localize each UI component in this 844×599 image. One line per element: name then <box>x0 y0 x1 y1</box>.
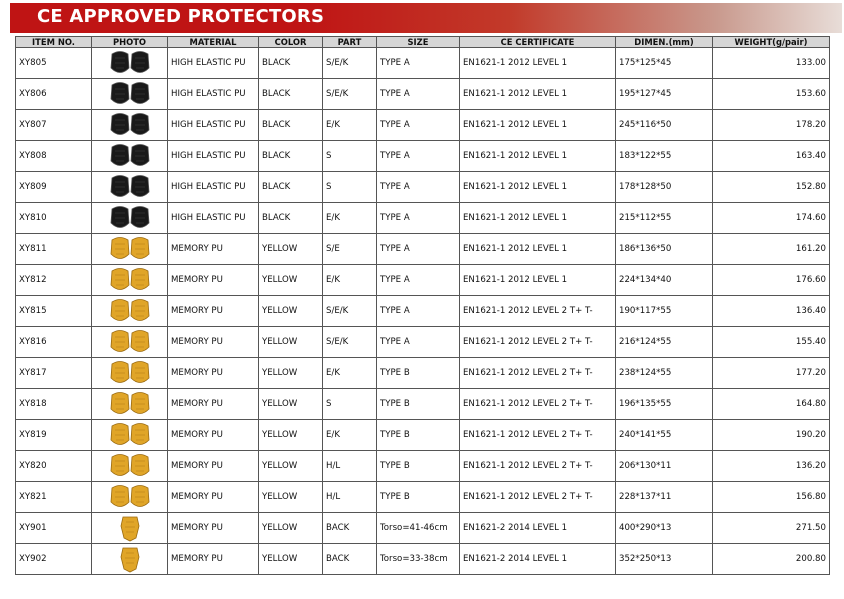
table-row <box>16 265 830 296</box>
table-row <box>16 141 830 172</box>
ce-certificate-cell: EN1621-1 2012 LEVEL 2 T+ T- <box>460 389 616 420</box>
part-cell: H/L <box>323 482 377 513</box>
ce-certificate-cell: EN1621-1 2012 LEVEL 2 T+ T- <box>460 327 616 358</box>
column-header: PHOTO <box>92 37 168 48</box>
table-row <box>16 234 830 265</box>
part-cell: S/E/K <box>323 327 377 358</box>
column-header: PART <box>323 37 377 48</box>
color-cell: YELLOW <box>259 234 323 265</box>
yellow-pad-pair-icon <box>95 359 164 387</box>
photo-cell <box>92 482 168 513</box>
yellow-pad-pair-icon <box>95 483 164 511</box>
black-pad-pair-icon <box>95 142 164 170</box>
ce-certificate-cell: EN1621-1 2012 LEVEL 1 <box>460 265 616 296</box>
material-cell: MEMORY PU <box>168 420 259 451</box>
photo-cell <box>92 544 168 575</box>
item-no-cell: XY810 <box>16 203 92 234</box>
material-cell: MEMORY PU <box>168 544 259 575</box>
table-row <box>16 79 830 110</box>
dimension-cell: 216*124*55 <box>616 327 713 358</box>
item-no-cell: XY809 <box>16 172 92 203</box>
table-row <box>16 544 830 575</box>
part-cell: H/L <box>323 451 377 482</box>
photo-cell <box>92 141 168 172</box>
material-cell: MEMORY PU <box>168 389 259 420</box>
column-header: MATERIAL <box>168 37 259 48</box>
size-cell: TYPE B <box>377 420 460 451</box>
dimension-cell: 206*130*11 <box>616 451 713 482</box>
material-cell: MEMORY PU <box>168 358 259 389</box>
yellow-pad-pair-icon <box>95 452 164 480</box>
color-cell: YELLOW <box>259 513 323 544</box>
dimension-cell: 195*127*45 <box>616 79 713 110</box>
size-cell: TYPE B <box>377 389 460 420</box>
table-row <box>16 482 830 513</box>
table-row <box>16 327 830 358</box>
photo-cell <box>92 451 168 482</box>
yellow-pad-pair-icon <box>95 266 164 294</box>
color-cell: YELLOW <box>259 420 323 451</box>
material-cell: HIGH ELASTIC PU <box>168 110 259 141</box>
ce-certificate-cell: EN1621-1 2012 LEVEL 1 <box>460 234 616 265</box>
part-cell: E/K <box>323 358 377 389</box>
color-cell: BLACK <box>259 110 323 141</box>
color-cell: BLACK <box>259 172 323 203</box>
table-row <box>16 203 830 234</box>
part-cell: E/K <box>323 265 377 296</box>
dimension-cell: 228*137*11 <box>616 482 713 513</box>
item-no-cell: XY819 <box>16 420 92 451</box>
weight-cell: 153.60 <box>713 79 830 110</box>
item-no-cell: XY807 <box>16 110 92 141</box>
weight-cell: 200.80 <box>713 544 830 575</box>
size-cell: TYPE A <box>377 172 460 203</box>
material-cell: MEMORY PU <box>168 327 259 358</box>
photo-cell <box>92 79 168 110</box>
table-row <box>16 172 830 203</box>
dimension-cell: 196*135*55 <box>616 389 713 420</box>
table-row <box>16 358 830 389</box>
size-cell: TYPE B <box>377 451 460 482</box>
yellow-back-pad-icon <box>95 514 164 542</box>
color-cell: BLACK <box>259 79 323 110</box>
part-cell: S/E <box>323 234 377 265</box>
item-no-cell: XY808 <box>16 141 92 172</box>
weight-cell: 152.80 <box>713 172 830 203</box>
table-header-row <box>16 37 830 48</box>
item-no-cell: XY821 <box>16 482 92 513</box>
color-cell: BLACK <box>259 203 323 234</box>
weight-cell: 178.20 <box>713 110 830 141</box>
ce-certificate-cell: EN1621-1 2012 LEVEL 2 T+ T- <box>460 358 616 389</box>
yellow-back-pad-icon <box>95 545 164 573</box>
color-cell: BLACK <box>259 141 323 172</box>
column-header: COLOR <box>259 37 323 48</box>
photo-cell <box>92 296 168 327</box>
black-pad-pair-icon <box>95 80 164 108</box>
photo-cell <box>92 389 168 420</box>
ce-certificate-cell: EN1621-1 2012 LEVEL 1 <box>460 141 616 172</box>
color-cell: YELLOW <box>259 327 323 358</box>
dimension-cell: 400*290*13 <box>616 513 713 544</box>
photo-cell <box>92 203 168 234</box>
column-header: DIMEN.(mm) <box>616 37 713 48</box>
size-cell: TYPE A <box>377 203 460 234</box>
part-cell: S/E/K <box>323 48 377 79</box>
weight-cell: 136.20 <box>713 451 830 482</box>
part-cell: S/E/K <box>323 79 377 110</box>
ce-certificate-cell: EN1621-1 2012 LEVEL 1 <box>460 172 616 203</box>
black-pad-pair-icon <box>95 173 164 201</box>
protectors-table <box>15 36 830 575</box>
table-row <box>16 296 830 327</box>
item-no-cell: XY811 <box>16 234 92 265</box>
weight-cell: 177.20 <box>713 358 830 389</box>
size-cell: TYPE A <box>377 48 460 79</box>
page-title: CE APPROVED PROTECTORS <box>37 6 325 27</box>
yellow-pad-pair-icon <box>95 235 164 263</box>
material-cell: HIGH ELASTIC PU <box>168 172 259 203</box>
dimension-cell: 240*141*55 <box>616 420 713 451</box>
part-cell: BACK <box>323 513 377 544</box>
table-row <box>16 451 830 482</box>
weight-cell: 164.80 <box>713 389 830 420</box>
weight-cell: 156.80 <box>713 482 830 513</box>
ce-certificate-cell: EN1621-1 2012 LEVEL 1 <box>460 48 616 79</box>
material-cell: MEMORY PU <box>168 265 259 296</box>
weight-cell: 155.40 <box>713 327 830 358</box>
table-row <box>16 48 830 79</box>
photo-cell <box>92 48 168 79</box>
color-cell: YELLOW <box>259 296 323 327</box>
ce-certificate-cell: EN1621-1 2012 LEVEL 2 T+ T- <box>460 296 616 327</box>
weight-cell: 176.60 <box>713 265 830 296</box>
size-cell: Torso=33-38cm <box>377 544 460 575</box>
yellow-pad-pair-icon <box>95 297 164 325</box>
item-no-cell: XY805 <box>16 48 92 79</box>
weight-cell: 161.20 <box>713 234 830 265</box>
column-header: ITEM NO. <box>16 37 92 48</box>
dimension-cell: 178*128*50 <box>616 172 713 203</box>
item-no-cell: XY812 <box>16 265 92 296</box>
part-cell: S <box>323 141 377 172</box>
part-cell: S/E/K <box>323 296 377 327</box>
part-cell: BACK <box>323 544 377 575</box>
weight-cell: 174.60 <box>713 203 830 234</box>
table-row <box>16 513 830 544</box>
material-cell: HIGH ELASTIC PU <box>168 141 259 172</box>
column-header: CE CERTIFICATE <box>460 37 616 48</box>
ce-certificate-cell: EN1621-1 2012 LEVEL 2 T+ T- <box>460 482 616 513</box>
ce-certificate-cell: EN1621-1 2012 LEVEL 1 <box>460 110 616 141</box>
dimension-cell: 238*124*55 <box>616 358 713 389</box>
size-cell: TYPE B <box>377 482 460 513</box>
dimension-cell: 186*136*50 <box>616 234 713 265</box>
material-cell: HIGH ELASTIC PU <box>168 79 259 110</box>
size-cell: TYPE A <box>377 296 460 327</box>
color-cell: YELLOW <box>259 358 323 389</box>
material-cell: HIGH ELASTIC PU <box>168 48 259 79</box>
photo-cell <box>92 265 168 296</box>
dimension-cell: 175*125*45 <box>616 48 713 79</box>
size-cell: TYPE A <box>377 265 460 296</box>
yellow-pad-pair-icon <box>95 390 164 418</box>
ce-certificate-cell: EN1621-1 2012 LEVEL 2 T+ T- <box>460 451 616 482</box>
dimension-cell: 352*250*13 <box>616 544 713 575</box>
size-cell: TYPE A <box>377 234 460 265</box>
color-cell: YELLOW <box>259 389 323 420</box>
item-no-cell: XY817 <box>16 358 92 389</box>
header-banner <box>10 3 842 33</box>
table-row <box>16 110 830 141</box>
dimension-cell: 183*122*55 <box>616 141 713 172</box>
color-cell: BLACK <box>259 48 323 79</box>
ce-certificate-cell: EN1621-1 2012 LEVEL 1 <box>460 79 616 110</box>
photo-cell <box>92 172 168 203</box>
dimension-cell: 245*116*50 <box>616 110 713 141</box>
photo-cell <box>92 420 168 451</box>
part-cell: E/K <box>323 203 377 234</box>
ce-certificate-cell: EN1621-1 2012 LEVEL 2 T+ T- <box>460 420 616 451</box>
photo-cell <box>92 234 168 265</box>
material-cell: MEMORY PU <box>168 234 259 265</box>
size-cell: Torso=41-46cm <box>377 513 460 544</box>
item-no-cell: XY902 <box>16 544 92 575</box>
weight-cell: 163.40 <box>713 141 830 172</box>
size-cell: TYPE B <box>377 358 460 389</box>
size-cell: TYPE A <box>377 79 460 110</box>
material-cell: HIGH ELASTIC PU <box>168 203 259 234</box>
part-cell: S <box>323 172 377 203</box>
ce-certificate-cell: EN1621-2 2014 LEVEL 1 <box>460 513 616 544</box>
dimension-cell: 215*112*55 <box>616 203 713 234</box>
photo-cell <box>92 327 168 358</box>
weight-cell: 190.20 <box>713 420 830 451</box>
material-cell: MEMORY PU <box>168 451 259 482</box>
item-no-cell: XY816 <box>16 327 92 358</box>
weight-cell: 136.40 <box>713 296 830 327</box>
ce-certificate-cell: EN1621-2 2014 LEVEL 1 <box>460 544 616 575</box>
material-cell: MEMORY PU <box>168 482 259 513</box>
ce-certificate-cell: EN1621-1 2012 LEVEL 1 <box>460 203 616 234</box>
part-cell: E/K <box>323 420 377 451</box>
yellow-pad-pair-icon <box>95 421 164 449</box>
photo-cell <box>92 513 168 544</box>
part-cell: S <box>323 389 377 420</box>
photo-cell <box>92 358 168 389</box>
table-row <box>16 420 830 451</box>
material-cell: MEMORY PU <box>168 296 259 327</box>
weight-cell: 271.50 <box>713 513 830 544</box>
dimension-cell: 224*134*40 <box>616 265 713 296</box>
color-cell: YELLOW <box>259 544 323 575</box>
size-cell: TYPE A <box>377 110 460 141</box>
item-no-cell: XY901 <box>16 513 92 544</box>
black-pad-pair-icon <box>95 204 164 232</box>
item-no-cell: XY818 <box>16 389 92 420</box>
photo-cell <box>92 110 168 141</box>
color-cell: YELLOW <box>259 451 323 482</box>
size-cell: TYPE A <box>377 141 460 172</box>
color-cell: YELLOW <box>259 482 323 513</box>
item-no-cell: XY806 <box>16 79 92 110</box>
part-cell: E/K <box>323 110 377 141</box>
dimension-cell: 190*117*55 <box>616 296 713 327</box>
column-header: WEIGHT(g/pair) <box>713 37 830 48</box>
color-cell: YELLOW <box>259 265 323 296</box>
column-header: SIZE <box>377 37 460 48</box>
yellow-pad-pair-icon <box>95 328 164 356</box>
weight-cell: 133.00 <box>713 48 830 79</box>
item-no-cell: XY820 <box>16 451 92 482</box>
table-row <box>16 389 830 420</box>
material-cell: MEMORY PU <box>168 513 259 544</box>
item-no-cell: XY815 <box>16 296 92 327</box>
black-pad-pair-icon <box>95 49 164 77</box>
black-pad-pair-icon <box>95 111 164 139</box>
size-cell: TYPE A <box>377 327 460 358</box>
